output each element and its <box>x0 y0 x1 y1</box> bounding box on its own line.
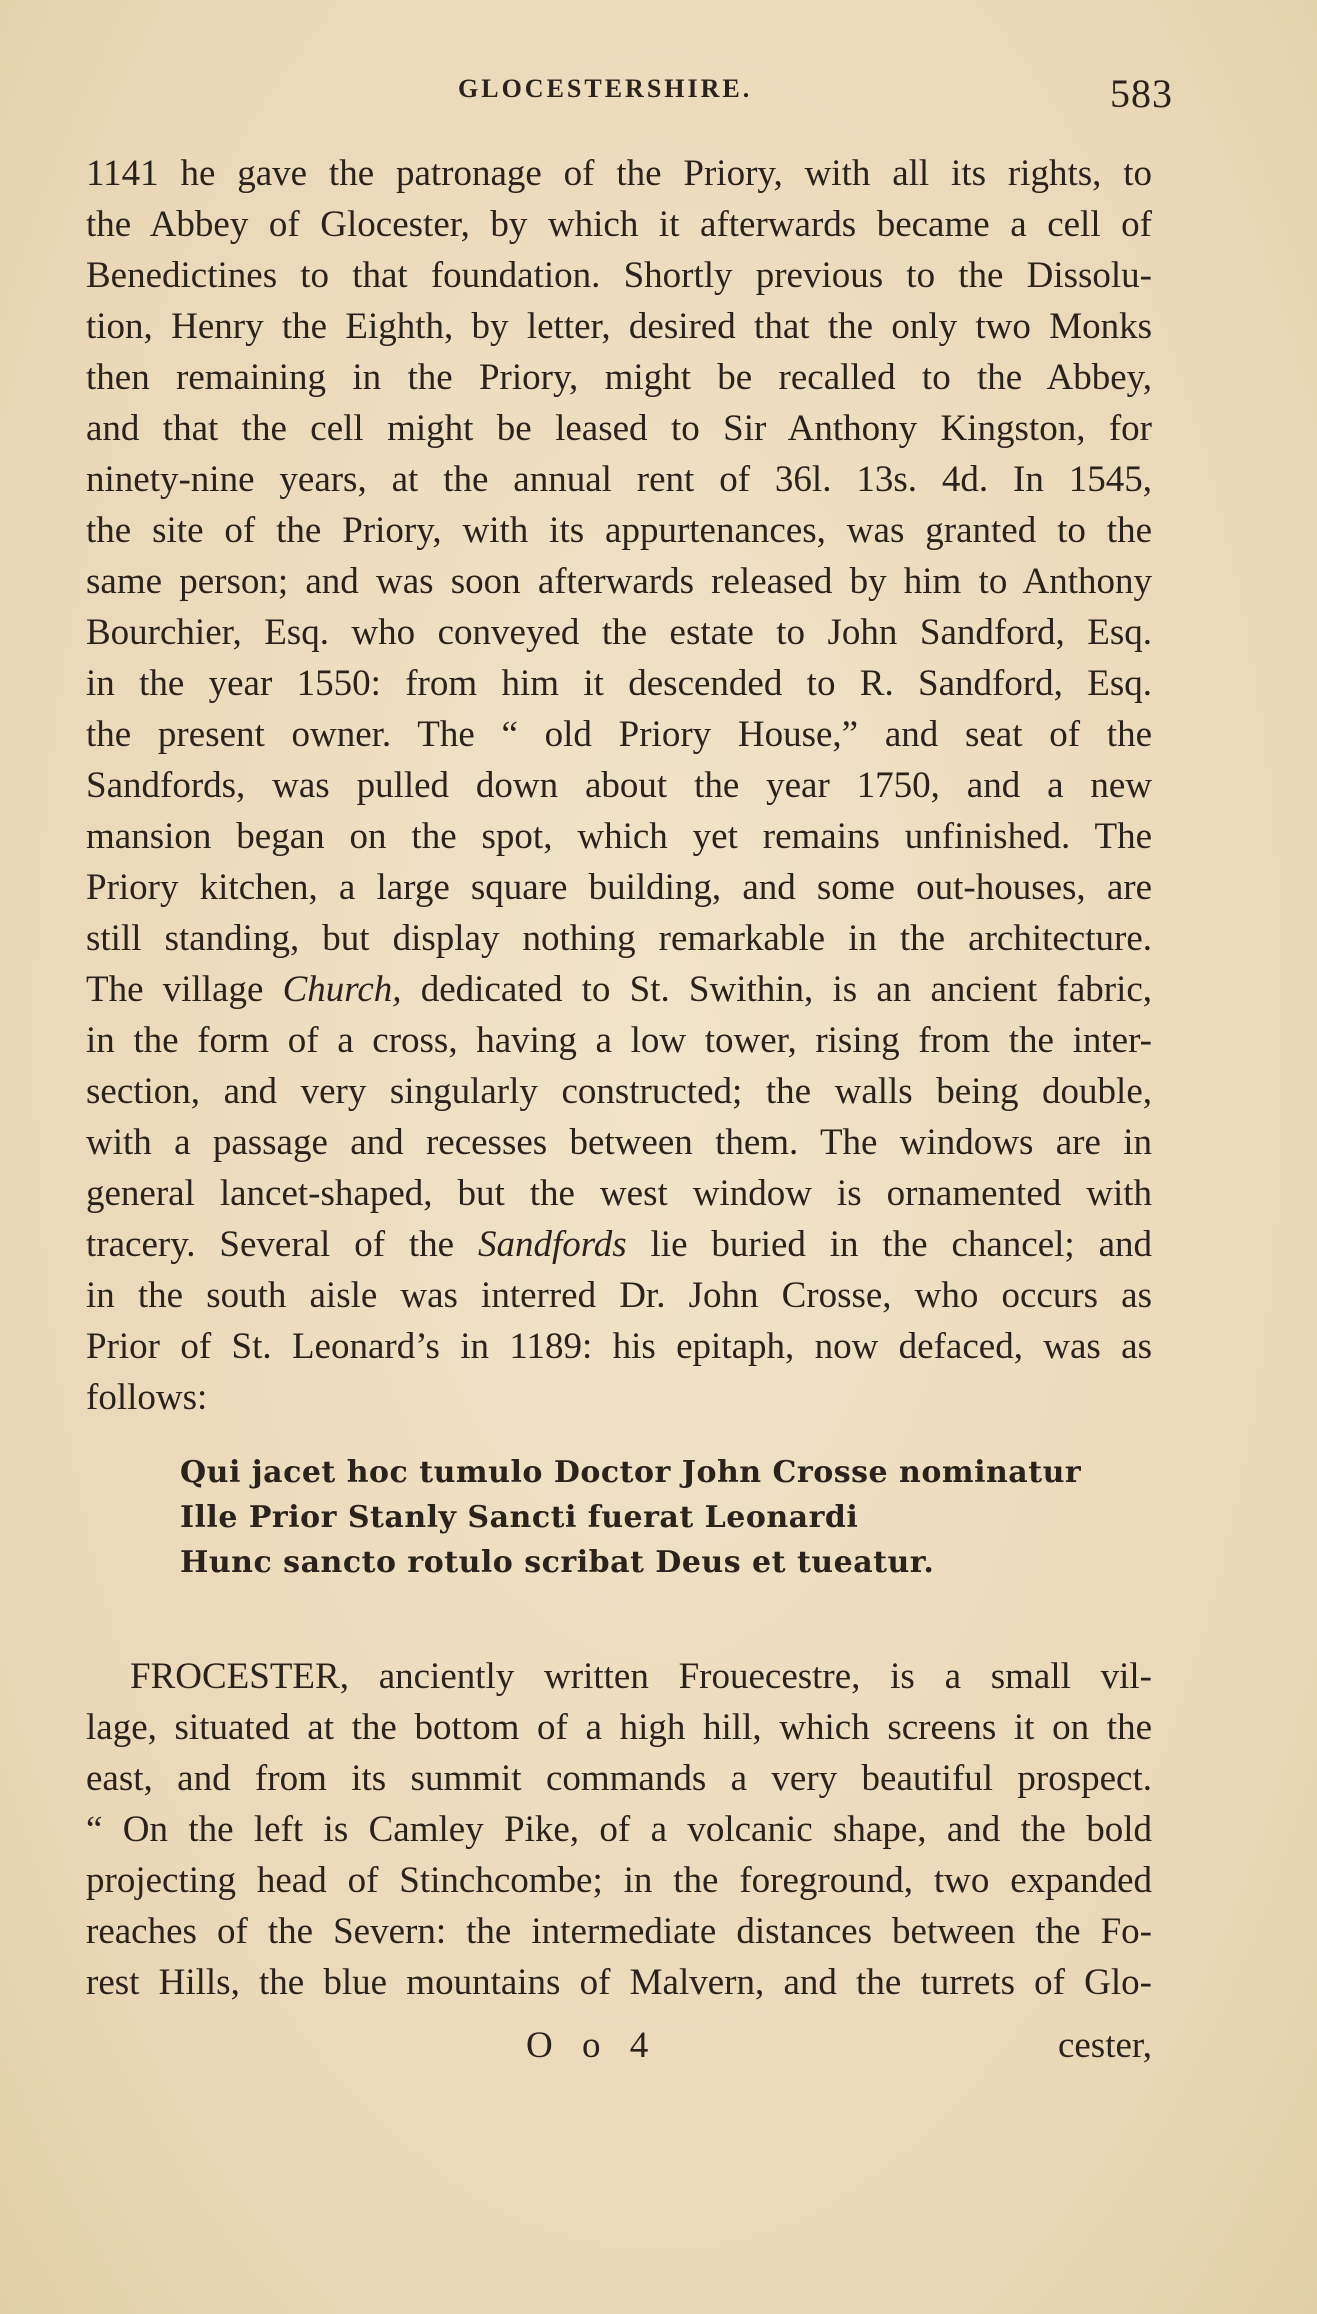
epitaph-line: Hunc sancto rotulo scribat Deus et tueatur. <box>180 1545 935 1580</box>
text-line: east, and from its summit commands a very beautiful prospect. <box>86 1758 1152 1799</box>
text-line: mansion began on the spot, which yet remains unfinished. The <box>86 816 1152 857</box>
text-line-church <box>86 964 1152 1015</box>
line-prefix: tracery. Several of the <box>86 1224 455 1265</box>
text-line: then remaining in the Priory, might be recalled to the Abbey, <box>86 357 1152 398</box>
text-line: the site of the Priory, with its appurtenances, was granted to the <box>86 510 1152 551</box>
epitaph-line: Ille Prior Stanly Sancti fuerat Leonardi <box>180 1500 859 1535</box>
text-line: with a passage and recesses between them. The windows are in <box>86 1122 1152 1163</box>
catchword: cester, <box>1057 2025 1152 2066</box>
text-line: the Abbey of Glocester, by which it afterwards became a cell of <box>86 204 1152 245</box>
page-number: 583 <box>1110 71 1173 116</box>
epitaph-line: Qui jacet hoc tumulo Doctor John Crosse nominatur <box>180 1455 1082 1490</box>
line-prefix: The village <box>86 969 264 1010</box>
text-line: the present owner. The “ old Priory House,” and seat of the <box>86 714 1152 755</box>
text-line: same person; and was soon afterwards released by him to Anthony <box>86 561 1152 602</box>
text-line: Priory kitchen, a large square building, and some out-houses, are <box>86 867 1152 908</box>
text-line: in the south aisle was interred Dr. John Crosse, who occurs as <box>86 1275 1152 1316</box>
text-line: still standing, but display nothing remarkable in the architecture. <box>86 918 1152 959</box>
italic-church: Church, <box>282 969 402 1010</box>
line-rest: lie buried in the chancel; and <box>650 1224 1152 1265</box>
italic-sandfords: Sandfords <box>477 1224 627 1265</box>
text-line: follows: <box>86 1377 208 1418</box>
text-line: in the form of a cross, having a low tower, rising from the inter- <box>86 1020 1152 1061</box>
text-line: lage, situated at the bottom of a high hill, which screens it on the <box>86 1707 1152 1748</box>
text-line: rest Hills, the blue mountains of Malvern, and the turrets of Glo- <box>86 1962 1152 2003</box>
text-line: Bourchier, Esq. who conveyed the estate to John Sandford, Esq. <box>86 612 1152 653</box>
text-line: general lancet-shaped, but the west window is ornamented with <box>86 1173 1152 1214</box>
text-line: projecting head of Stinchcombe; in the foreground, two expanded <box>86 1860 1152 1901</box>
text-line: 1141 he gave the patronage of the Priory, with all its rights, to <box>86 153 1152 194</box>
text-line: tion, Henry the Eighth, by letter, desired that the only two Monks <box>86 306 1152 347</box>
text-line: ninety-nine years, at the annual rent of 36l. 13s. 4d. In 1545, <box>86 459 1152 500</box>
text-line-sandfords <box>86 1219 1152 1270</box>
text-line: Sandfords, was pulled down about the year 1750, and a new <box>86 765 1152 806</box>
text-line: FROCESTER, anciently written Frouecestre, is a small vil- <box>130 1656 1152 1697</box>
signature-mark: O o 4 <box>526 2025 659 2066</box>
paragraph-priory <box>86 148 1152 1423</box>
text-line: Prior of St. Leonard’s in 1189: his epitaph, now defaced, was as <box>86 1326 1152 1367</box>
running-title: GLOCESTERSHIRE. <box>458 74 753 103</box>
line-rest: dedicated to St. Swithin, is an ancient fabric, <box>420 969 1153 1010</box>
text-line: and that the cell might be leased to Sir Anthony Kingston, for <box>86 408 1152 449</box>
text-line: in the year 1550: from him it descended to R. Sandford, Esq. <box>86 663 1152 704</box>
epitaph-blackletter <box>180 1450 1080 1585</box>
page-footer <box>86 2020 1152 2071</box>
text-line: Benedictines to that foundation. Shortly previous to the Dissolu- <box>86 255 1152 296</box>
text-line: section, and very singularly constructed; the walls being double, <box>86 1071 1152 1112</box>
running-head <box>0 70 1317 120</box>
text-line: reaches of the Severn: the intermediate distances between the Fo- <box>86 1911 1152 1952</box>
paragraph-frocester <box>86 1651 1152 2008</box>
text-line: “ On the left is Camley Pike, of a volcanic shape, and the bold <box>86 1809 1152 1850</box>
